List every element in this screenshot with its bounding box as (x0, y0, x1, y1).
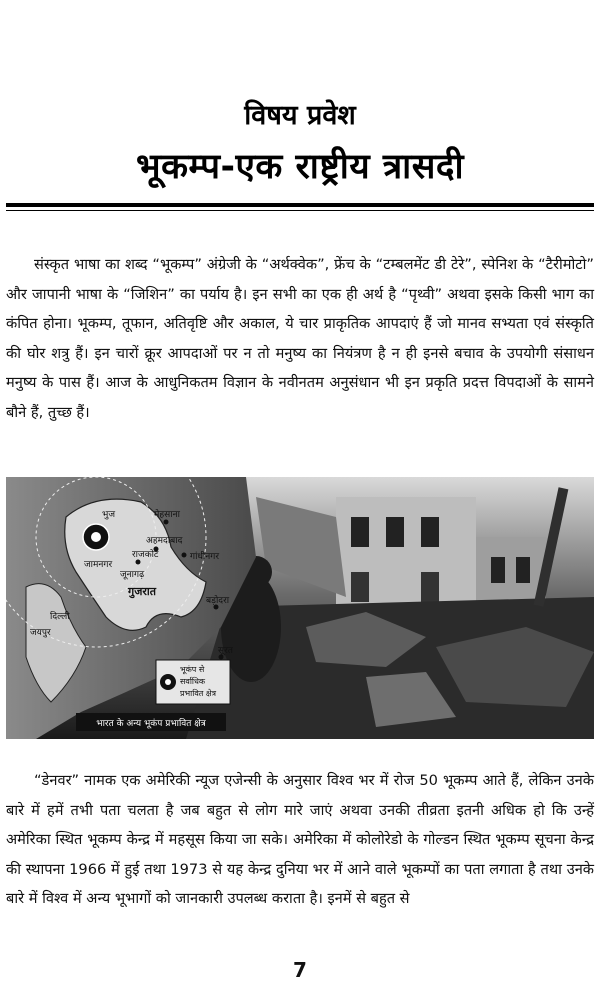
section-label: विषय प्रवेश (244, 100, 356, 131)
figure-caption (76, 713, 226, 731)
title-rule-thin (6, 210, 594, 211)
map-label-surat: सूरत (218, 646, 233, 656)
earthquake-figure (6, 477, 594, 739)
figure-illustration (6, 477, 594, 739)
page-number: 7 (293, 958, 307, 982)
map-label-ahmedabad: अहमदाबाद (146, 536, 183, 546)
map-label-bhuj: भुज (102, 510, 116, 520)
map-label-mehsana: मेहसाना (154, 510, 180, 520)
paragraph-intro: संस्कृत भाषा का शब्द “भूकम्प” अंग्रेजी के “अर्थक्वेक”, फ्रेंच के “टम्बलमेंट डी टेरे”, स्पेनिश के “टैरीमोटो” और जापानी भाषा के “जिशिन” का पर्याय है। इन सभी का एक ही अर्थ है “पृथ्वी” अथवा इसके किसी भाग का कंपित होना। भूकम्प, तूफान, अतिवृष्टि और अकाल, ये चार प्राकृतिक आपदाएं हैं जो मानव सभ्यता एवं संस्कृति की घोर शत्रु हैं। इन चारों क्रूर आपदाओं पर न तो मनुष्य का नियंत्रण है न ही इनसे बचाव के उपयोगी संसाधन मनुष्य के पास हैं। आज के आधुनिकतम विज्ञान के नवीनतम अनुसंधान भी इन प्रकृति प्रदत्त विपदाओं के सामने बौने हैं, तुच्छ हैं। (6, 256, 594, 421)
paragraph-denver: “डेनवर” नामक एक अमेरिकी न्यूज एजेन्सी के अनुसार विश्व भर में रोज 50 भूकम्प आते हैं, लेकिन उनके बारे में हमें तभी पता चलता है जब बहुत से लोग मारे जाएं अथवा उनकी तीव्रता इतनी अधिक हो कि उन्हें अमेरिका स्थित भूकम्प केन्द्र में महसूस किया जा सके। अमेरिका में कोलोरेडो के गोल्डन स्थित भूकम्प सूचना केन्द्र की स्थापना 1966 में हुई तथा 1973 से यह केन्द्र दुनिया भर में आने वाले भूकम्पों का पता लगाता है तथा उनके बारे में विश्व में अन्य भूभागों को जानकारी उपलब्ध कराता है। इनमें से बहुत से (6, 772, 594, 908)
figure-caption-text: भारत के अन्य भूकंप प्रभावित क्षेत्र (96, 719, 206, 729)
map-label-jamnagar: जामनगर (84, 560, 113, 570)
chapter-title: भूकम्प-एक राष्ट्रीय त्रासदी (135, 147, 465, 187)
legend-line-1: भूकंप से (180, 665, 205, 674)
map-label-gujarat: गुजरात (128, 585, 156, 598)
map-label-delhi: दिल्ली (50, 612, 70, 622)
map-label-rajkot: राजकोट (132, 550, 159, 560)
map-label-junagadh: जूनागढ़ (120, 570, 145, 580)
map-label-jaipur: जयपुर (30, 628, 51, 638)
legend-line-3: प्रभावित क्षेत्र (180, 689, 217, 698)
map-label-gandhinagar: गांधीनगर (190, 552, 220, 562)
title-rule-thick (6, 203, 594, 207)
map-label-vadodara: बड़ोदरा (206, 596, 230, 606)
map-legend (156, 660, 230, 704)
legend-line-2: सर्वाधिक (180, 677, 206, 686)
